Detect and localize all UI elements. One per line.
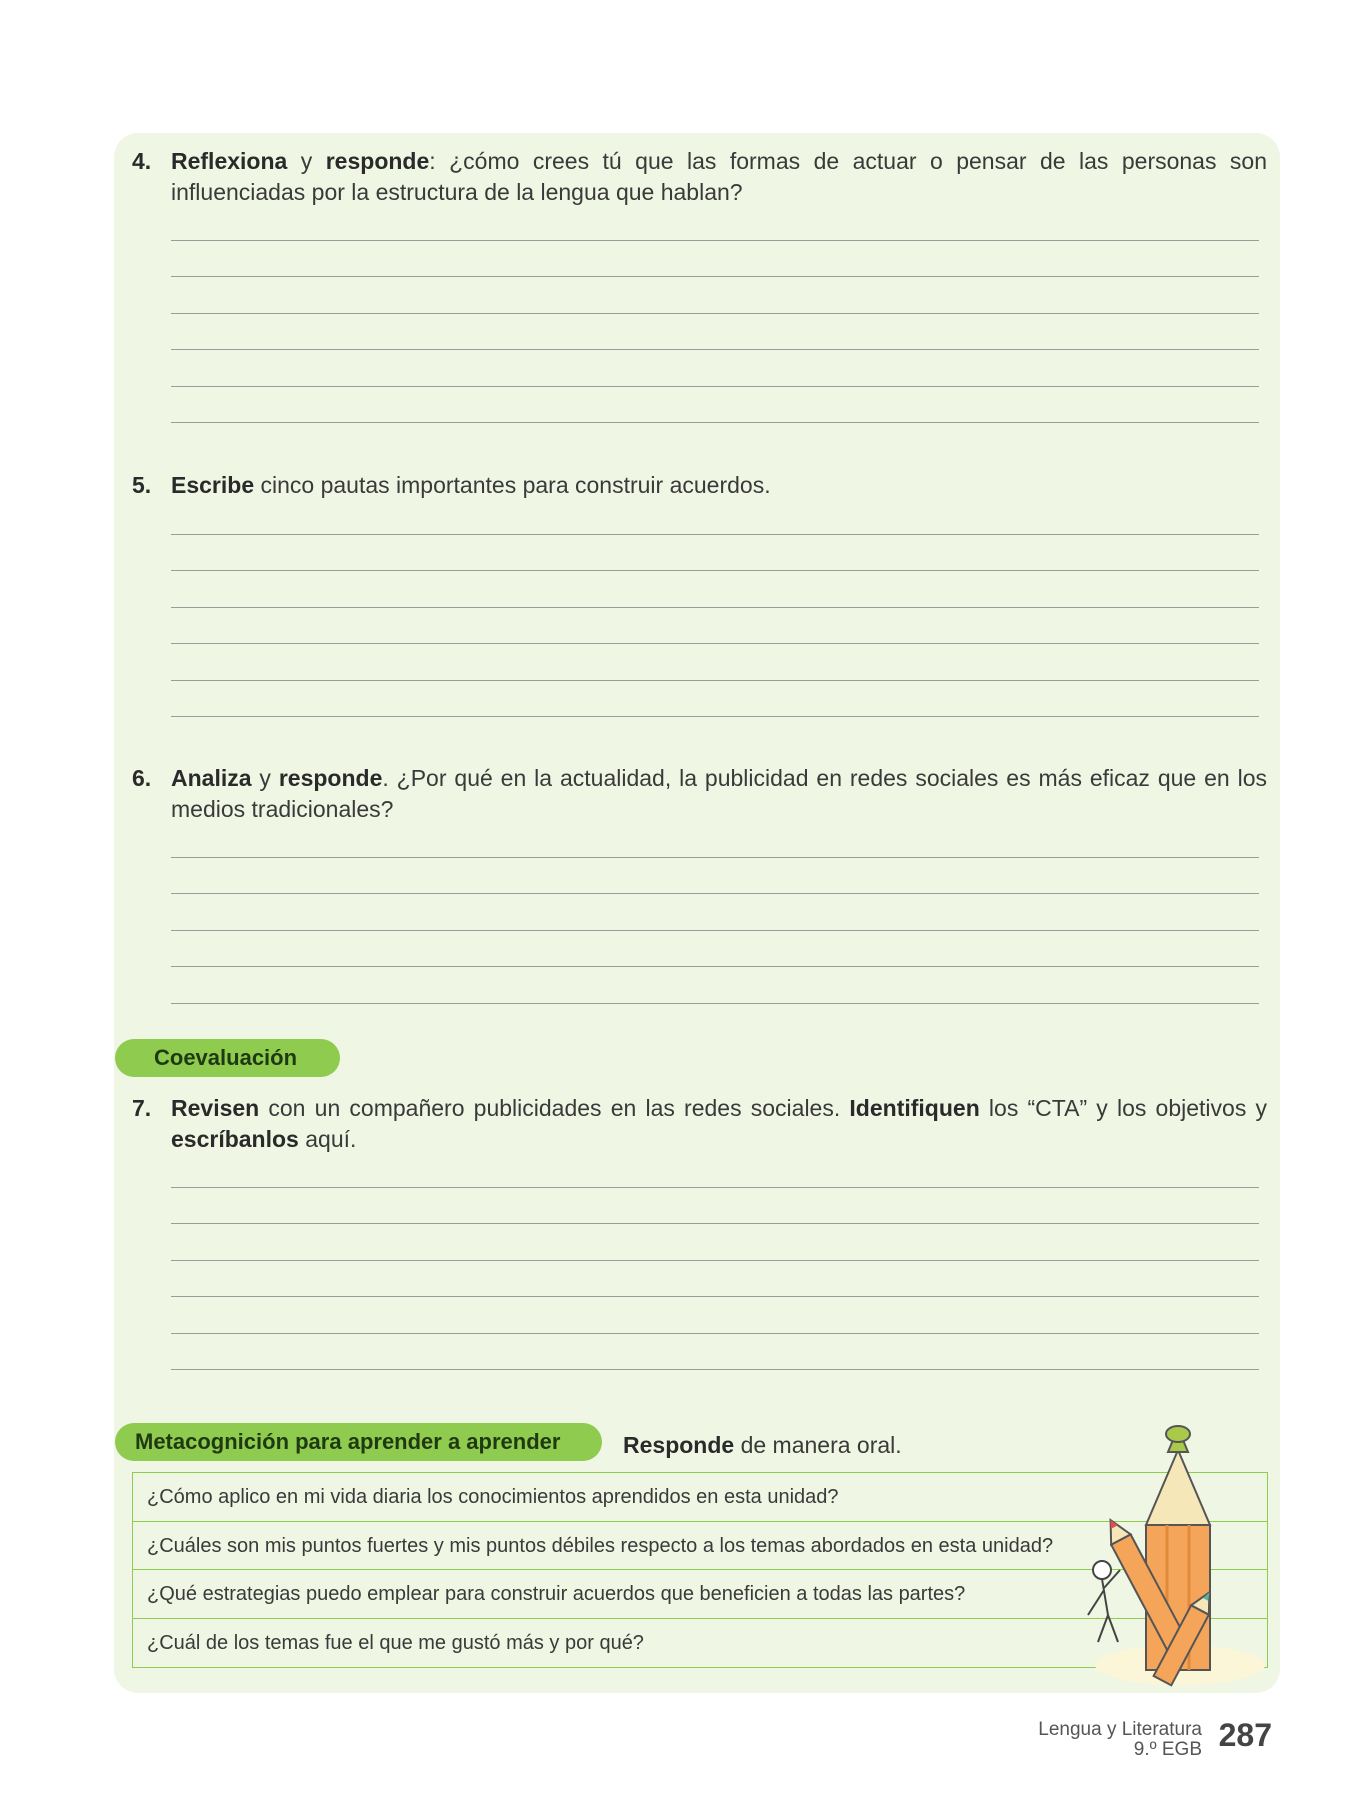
- question-text: Revisen con un compañero publicidades en las redes sociales. Identifiquen los “CTA” y los objetivos y escríbanlos aquí.: [171, 1095, 1267, 1152]
- question-4: [132, 146, 1267, 208]
- metacognicion-instruction: Responde de manera oral.: [623, 1432, 902, 1458]
- metacognicion-badge: Metacognición para aprender a aprender: [115, 1423, 602, 1461]
- metacognicion-question: ¿Cómo aplico en mi vida diaria los conocimientos aprendidos en esta unidad?: [133, 1473, 1267, 1522]
- question-text: Escribe cinco pautas importantes para construir acuerdos.: [171, 472, 771, 498]
- question-number: 5.: [132, 472, 152, 498]
- answer-lines-6[interactable]: [171, 821, 1259, 1004]
- question-5: [132, 470, 1267, 501]
- pencils-illustration: [1080, 1420, 1280, 1690]
- metacognicion-question: ¿Cuál de los temas fue el que me gustó más y por qué?: [147, 1631, 644, 1654]
- question-number: 6.: [132, 765, 152, 791]
- question-text: Analiza y responde. ¿Por qué en la actualidad, la publicidad en redes sociales es más eficaz que en los medios tradicionales?: [171, 765, 1267, 822]
- footer-subject: Lengua y Literatura 9.º EGB: [1038, 1719, 1202, 1760]
- metacognicion-question: ¿Qué estrategias puedo emplear para construir acuerdos que beneficien a todas las partes?: [133, 1570, 1267, 1619]
- answer-lines-5[interactable]: [171, 498, 1259, 717]
- question-number: 7.: [132, 1095, 152, 1121]
- question-text: Reflexiona y responde: ¿cómo crees tú que las formas de actuar o pensar de las personas son influenciadas por la estructura de la lengua que hablan?: [171, 148, 1268, 205]
- question-7: [132, 1093, 1267, 1155]
- answer-lines-4[interactable]: [171, 204, 1259, 423]
- page-number: 287: [1218, 1717, 1272, 1753]
- question-6: [132, 763, 1267, 825]
- coevaluacion-badge: Coevaluación: [115, 1039, 340, 1077]
- metacognicion-question: ¿Cuáles son mis puntos fuertes y mis puntos débiles respecto a los temas abordados en esta unidad?: [133, 1522, 1267, 1571]
- answer-lines-7[interactable]: [171, 1151, 1259, 1370]
- question-number: 4.: [132, 148, 152, 174]
